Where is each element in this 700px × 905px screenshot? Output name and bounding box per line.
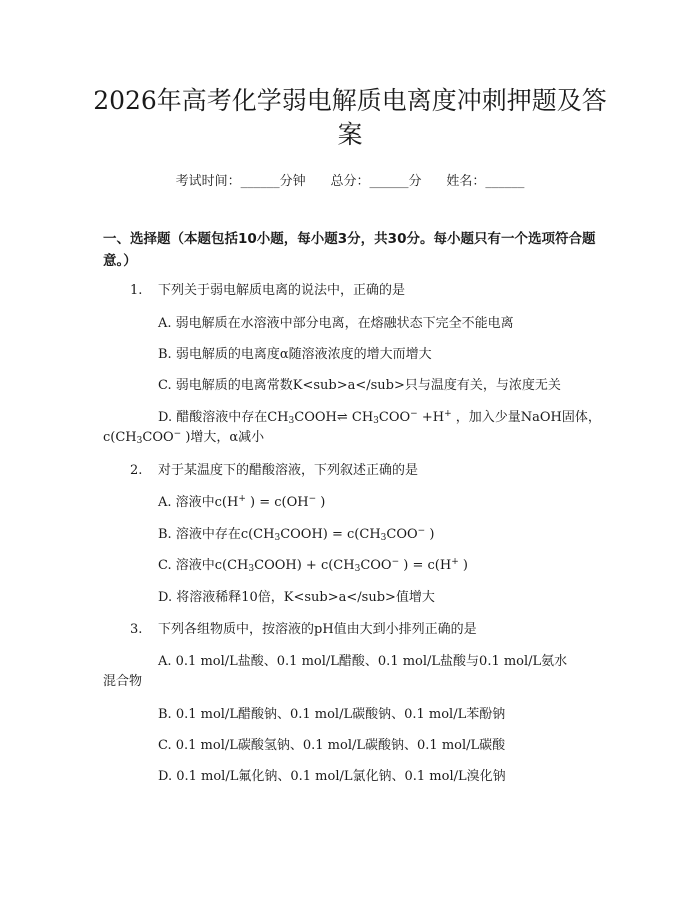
time-blank: ______: [240, 174, 280, 189]
page-title: 2026年高考化学弱电解质电离度冲刺押题及答案: [93, 86, 607, 149]
score-blank: ______: [369, 174, 409, 189]
name-blank: ______: [485, 174, 525, 189]
option-a: A. 弱电解质在水溶液中部分电离，在熔融状态下完全不能电离: [158, 316, 514, 331]
name-label: 姓名：: [446, 174, 486, 189]
option-a: A. 溶液中c(H+ ) = c(OH− ): [158, 494, 326, 510]
option-b: B. 0.1 mol/L醋酸钠、0.1 mol/L碳酸钠、0.1 mol/L苯酚钠: [158, 707, 506, 722]
option-b: B. 弱电解质的电离度α随溶液浓度的增大而增大: [158, 347, 432, 362]
question-number: 2.: [130, 463, 143, 478]
option-a: A. 0.1 mol/L盐酸、0.1 mol/L醋酸、0.1 mol/L盐酸与0.1 mol/L氨水: [158, 654, 568, 669]
option-d: D. 将溶液稀释10倍，K<sub>a</sub>值增大: [158, 590, 435, 605]
question-stem: 下列各组物质中，按溶液的pH值由大到小排列正确的是: [158, 622, 477, 637]
option-d: D. 0.1 mol/L氟化钠、0.1 mol/L氯化钠、0.1 mol/L溴化钠: [158, 769, 506, 784]
question-number: 3.: [130, 622, 143, 637]
score-label: 总分：: [330, 174, 370, 189]
option-c: C. 0.1 mol/L碳酸氢钠、0.1 mol/L碳酸钠、0.1 mol/L碳酸: [158, 738, 506, 753]
option-c: C. 溶液中$c(CH_3COOH) + c(CH_3COO^-$ ) = c(H+ ): [158, 557, 468, 574]
question-number: 1.: [130, 283, 143, 298]
question-stem: 下列关于弱电解质电离的说法中，正确的是: [158, 283, 406, 298]
option-a-continuation: 混合物: [103, 674, 143, 689]
score-unit: 分: [408, 174, 422, 189]
time-unit: 分钟: [279, 174, 306, 189]
question-stem: 对于某温度下的醋酸溶液，下列叙述正确的是: [158, 463, 419, 478]
option-c: C. 弱电解质的电离常数K<sub>a</sub>只与温度有关，与浓度无关: [158, 378, 561, 393]
time-label: 考试时间：: [175, 174, 241, 189]
option-d-continuation: $c(CH_3COO^-$ )增大，α减小: [103, 429, 265, 446]
section-heading: 一、选择题（本题包括10小题，每小题3分，共30分。每小题只有一个选项符合题意。）: [103, 231, 596, 269]
exam-info-line: [0, 170, 700, 189]
option-d: D. 醋酸溶液中存在$CH_3COOH\rightleftharpoons$ $CH_3COO^- +H^+$ ，加入少量NaOH固体，: [158, 409, 601, 426]
option-b: B. 溶液中存在$c(CH_3COOH) = c(CH_3COO^-$ ): [158, 526, 435, 543]
